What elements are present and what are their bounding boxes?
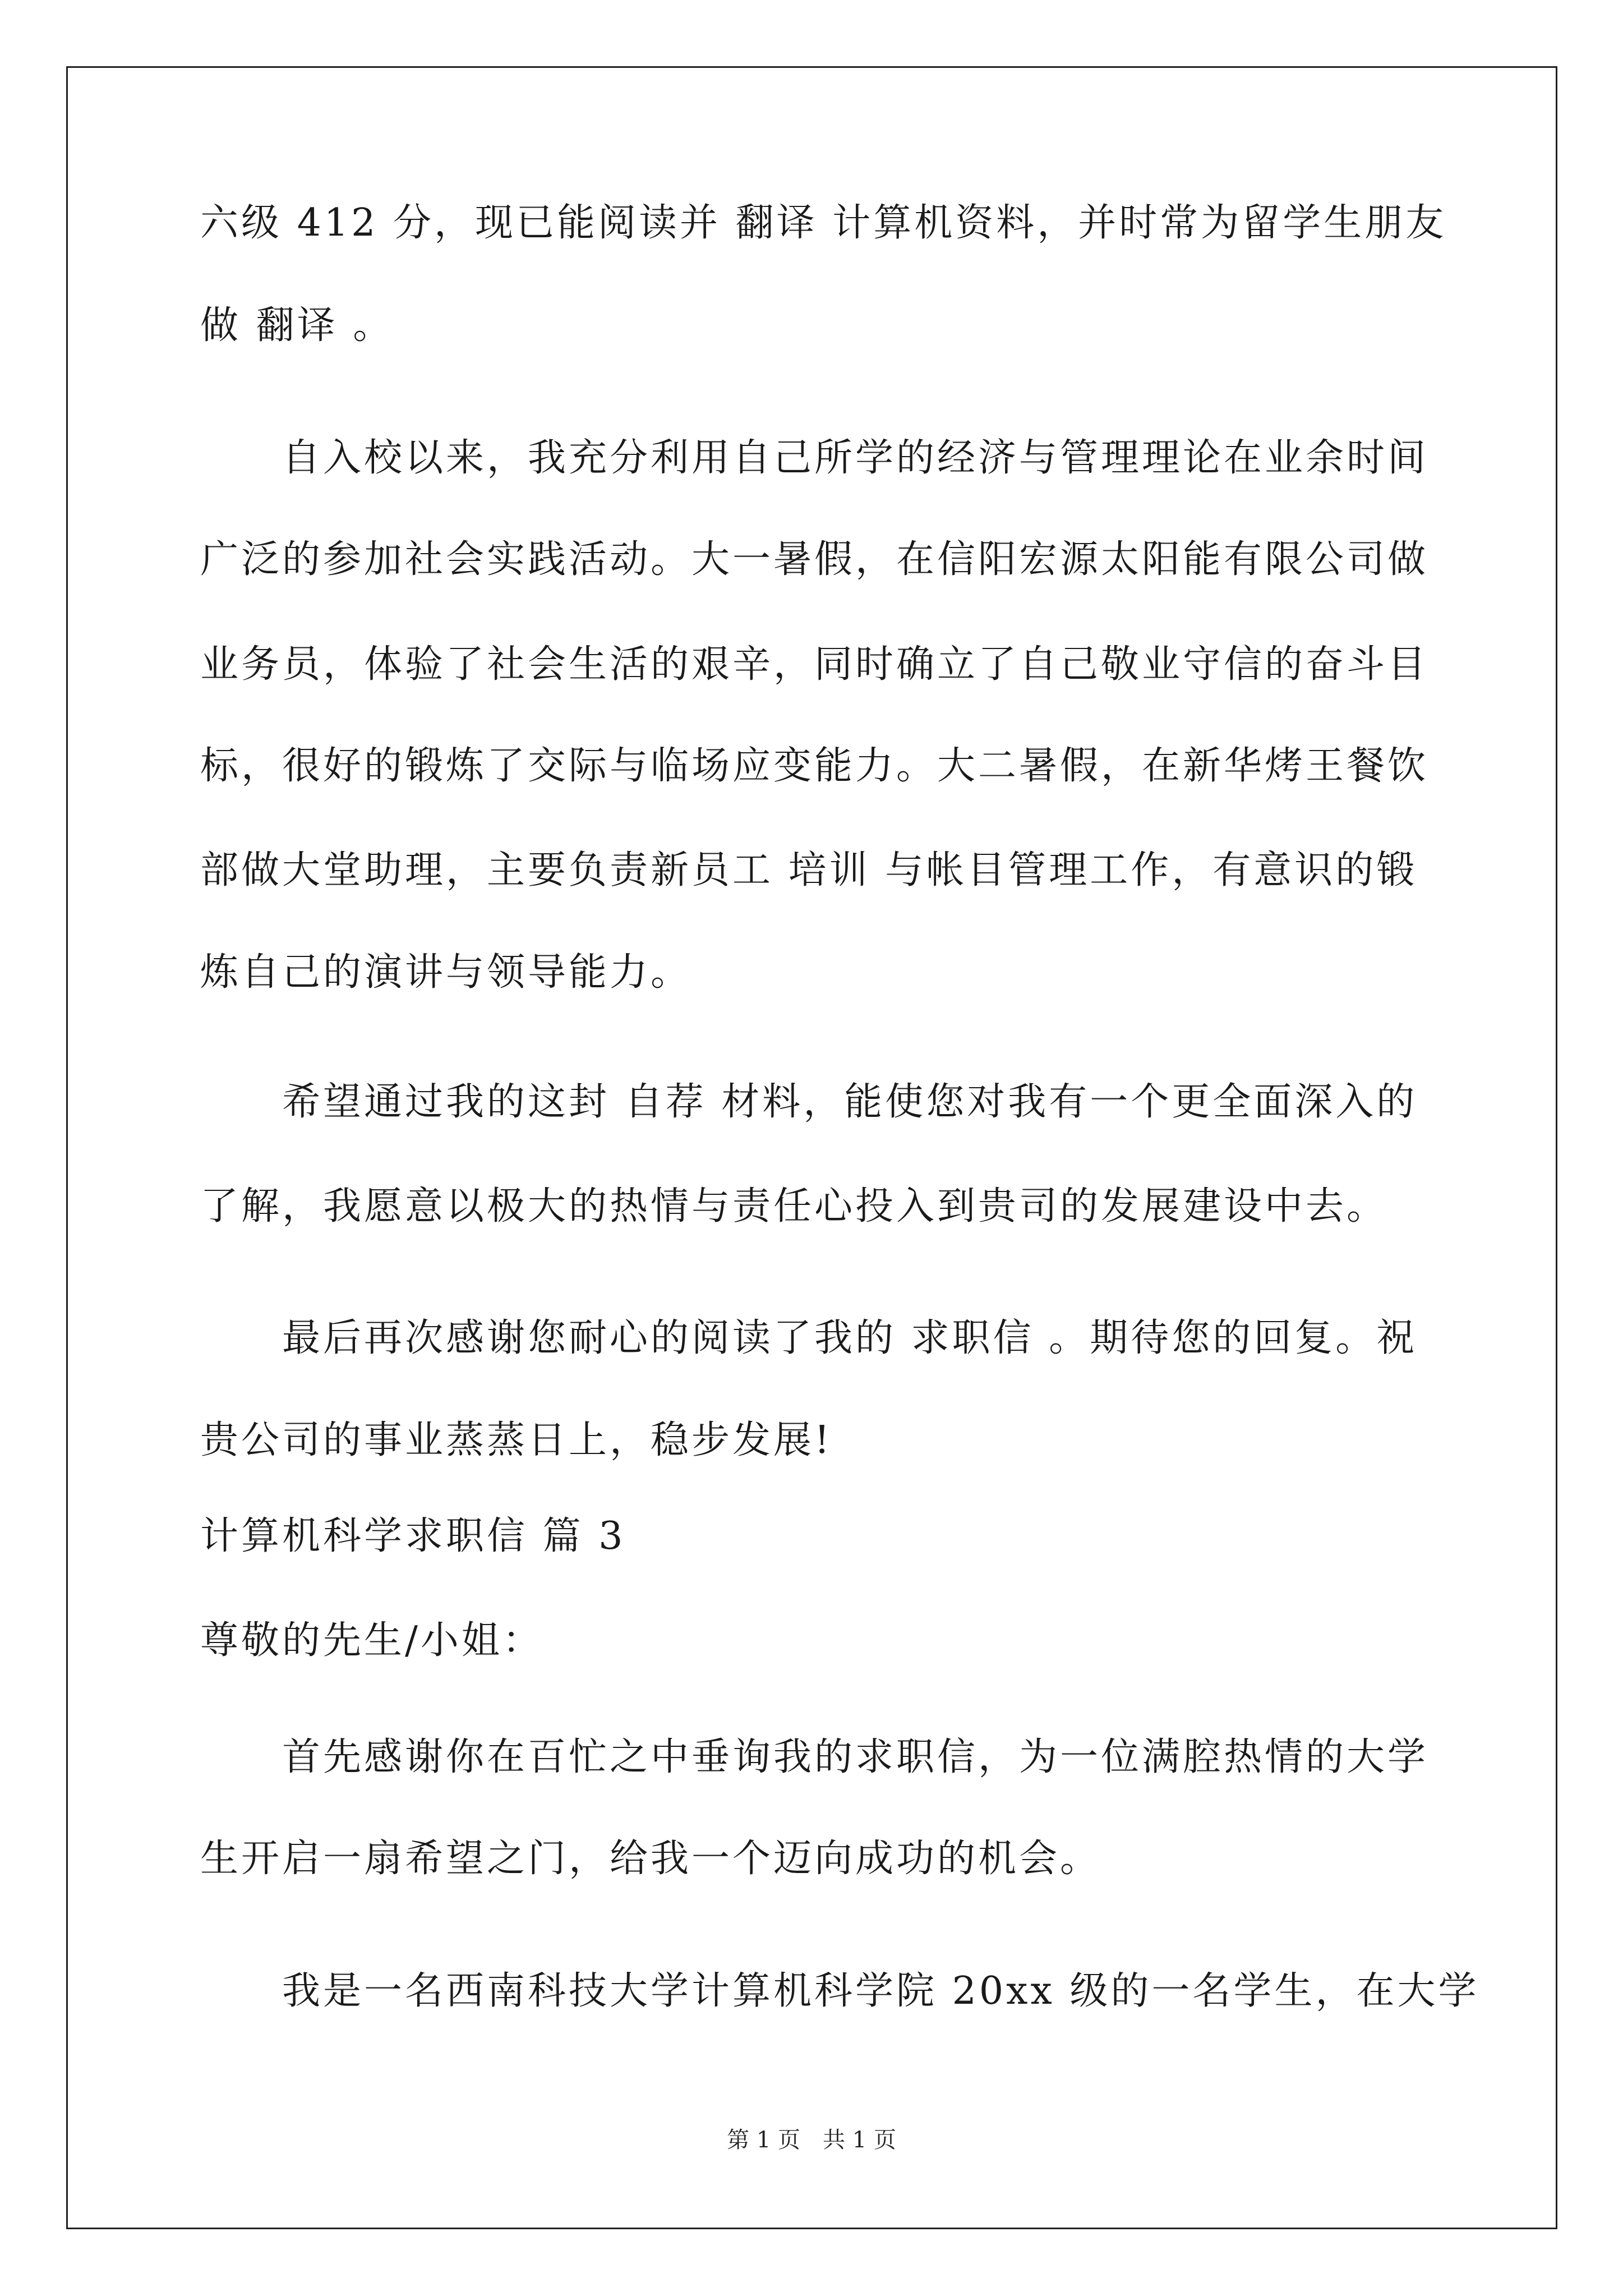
page-border xyxy=(66,66,1557,2229)
page-footer: 第 1 页 共 1 页 xyxy=(727,2127,896,2153)
text-line-10: 了解，我愿意以极大的热情与责任心投入到贵司的发展建设中去。 xyxy=(200,1184,1388,1228)
text-line-6: 标，很好的锻炼了交际与临场应变能力。大二暑假，在新华烤王餐饮 xyxy=(200,744,1429,788)
text-line-2: 做 翻译 。 xyxy=(200,303,394,348)
text-line-5: 业务员，体验了社会生活的艰辛，同时确立了自己敬业守信的奋斗目 xyxy=(200,642,1429,687)
text-line-9: 希望通过我的这封 自荐 材料，能使您对我有一个更全面深入的 xyxy=(200,1080,1418,1124)
text-line-8: 炼自己的演讲与领导能力。 xyxy=(200,950,692,995)
text-line-17: 我是一名西南科技大学计算机科学院 20xx 级的一名学生，在大学 xyxy=(200,1969,1479,2013)
section-heading: 计算机科学求职信 篇 3 xyxy=(200,1514,626,1558)
text-line-12: 贵公司的事业蒸蒸日上，稳步发展! xyxy=(200,1418,833,1462)
text-line-11: 最后再次感谢您耐心的阅读了我的 求职信 。期待您的回复。祝 xyxy=(200,1316,1418,1360)
text-line-7: 部做大堂助理，主要负责新员工 培训 与帐目管理工作，有意识的锻 xyxy=(200,848,1418,892)
text-line-4: 广泛的参加社会实践活动。大一暑假，在信阳宏源太阳能有限公司做 xyxy=(200,537,1429,582)
text-line-15: 首先感谢你在百忙之中垂询我的求职信，为一位满腔热情的大学 xyxy=(200,1735,1429,1779)
text-line-1: 六级 412 分，现已能阅读并 翻译 计算机资料，并时常为留学生朋友 xyxy=(200,201,1447,245)
text-line-3: 自入校以来，我充分利用自己所学的经济与管理理论在业余时间 xyxy=(200,436,1429,480)
salutation: 尊敬的先生/小姐： xyxy=(200,1618,543,1663)
text-line-16: 生开启一扇希望之门，给我一个迈向成功的机会。 xyxy=(200,1837,1101,1881)
